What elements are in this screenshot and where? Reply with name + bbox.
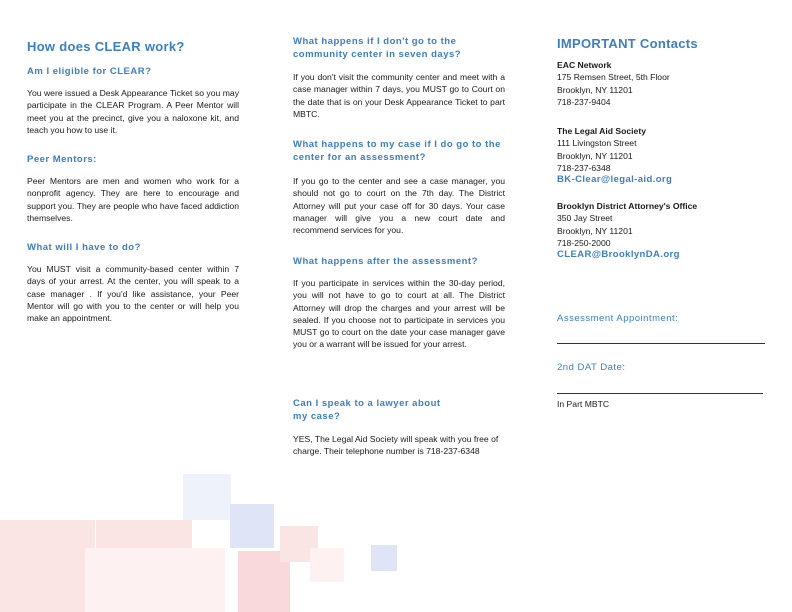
contact-da-address2: Brooklyn, NY 11201 <box>557 225 633 236</box>
heading-peer-mentors: Peer Mentors: <box>27 154 97 165</box>
label-assessment-appointment: Assessment Appointment: <box>557 313 679 324</box>
contact-eac-phone: 718-237-9404 <box>557 96 611 107</box>
contact-eac-address2: Brooklyn, NY 11201 <box>557 84 633 95</box>
contact-eac <box>557 59 769 108</box>
contact-legal-aid-name: The Legal Aid Society <box>557 126 646 136</box>
contact-da-name: Brooklyn District Attorney's Office <box>557 201 698 211</box>
assessment-case-text: If you go to the center and see a case manager, you should not go to court on the 7th day. The District Attorney will put your case off for 30 days. Your case manager will give you a new court date and recommend services for you. <box>293 176 505 236</box>
contact-legal-aid <box>557 125 769 186</box>
what-to-do-text: You MUST visit a community-based center within 7 days of your arrest. At the center, you will speak to a case manager . If you'd like assistance, your Peer Mentor will go with you to the center or will help you make an appointment. <box>27 264 239 324</box>
peer-mentors-text: Peer Mentors are men and women who work for a nonprofit agency. They are here to encourage and support you. They are people who have faced addiction themselves. <box>27 176 239 223</box>
section-title-how-clear-works: How does CLEAR work? <box>27 39 185 54</box>
decor-square <box>183 474 231 520</box>
heading-lawyer-line1: Can I speak to a lawyer about <box>293 398 441 409</box>
eligibility-text: You were issued a Desk Appearance Ticket so you may participate in the CLEAR Program. A Peer Mentor will meet you at the precinct, give you a naloxone kit, and teach you how to use it. <box>27 88 239 135</box>
contact-legal-aid-address2: Brooklyn, NY 11201 <box>557 150 633 161</box>
decor-square <box>0 520 95 612</box>
heading-lawyer <box>293 397 441 423</box>
section-title-important-contacts: IMPORTANT Contacts <box>557 36 698 51</box>
contact-da <box>557 200 769 261</box>
heading-no-visit-line1: What happens if I don't go to the <box>293 36 457 47</box>
contact-eac-address1: 175 Remsen Street, 5th Floor <box>557 72 670 83</box>
label-2nd-dat-date: 2nd DAT Date: <box>557 362 626 373</box>
heading-eligibility: Am I eligible for CLEAR? <box>27 66 152 77</box>
contact-da-email[interactable]: CLEAR@BrooklynDA.org <box>557 249 680 261</box>
heading-no-visit-line2: community center in seven days? <box>293 49 462 60</box>
heading-assessment-case-line1: What happens to my case if I do go to the <box>293 139 501 150</box>
assessment-appointment-line[interactable] <box>557 342 765 344</box>
heading-assessment-case <box>293 138 501 164</box>
heading-what-to-do: What will I have to do? <box>27 242 141 253</box>
lawyer-text: YES, The Legal Aid Society will speak with you free of charge. Their telephone number is 718-237-6348 <box>293 434 499 457</box>
contact-da-phone: 718-250-2000 <box>557 237 611 248</box>
contact-eac-name: EAC Network <box>557 60 612 70</box>
decor-square <box>85 548 225 612</box>
decor-square <box>230 504 274 548</box>
contact-da-address1: 350 Jay Street <box>557 213 613 224</box>
heading-assessment-case-line2: center for an assessment? <box>293 152 426 163</box>
contact-legal-aid-address1: 111 Livingston Street <box>557 138 637 149</box>
contact-legal-aid-email[interactable]: BK-Clear@legal-aid.org <box>557 174 673 186</box>
decor-square <box>310 548 344 582</box>
label-in-part-mbtc: In Part MBTC <box>557 399 610 409</box>
heading-no-visit <box>293 35 461 61</box>
heading-lawyer-line2: my case? <box>293 411 341 422</box>
contact-legal-aid-phone: 718-237-6348 <box>557 162 611 173</box>
no-visit-text: If you don't visit the community center and meet with a case manager within 7 days, you MUST go to Court on the date that is on your Desk Appearance Ticket to part MBTC. <box>293 72 505 119</box>
dat-date-line[interactable] <box>557 392 763 394</box>
decor-square <box>371 545 397 571</box>
heading-after-assessment: What happens after the assessment? <box>293 256 478 267</box>
after-assessment-text: If you participate in services within the 30-day period, you will not have to go to court at all. The District Attorney will drop the charges and your arrest will be sealed. If you choose not to participate in services you MUST go to court on the date your case manager gave you or a warrant will be issued for your arrest. <box>293 278 505 350</box>
